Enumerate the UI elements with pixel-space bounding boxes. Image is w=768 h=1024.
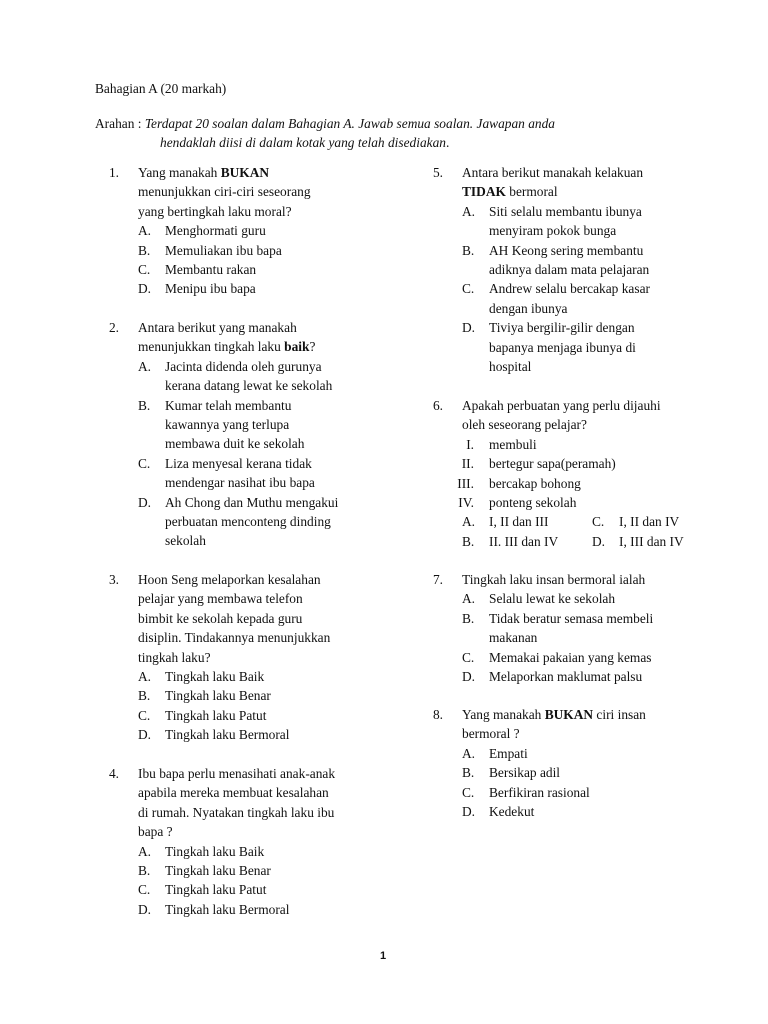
question-number: 1.: [108, 165, 119, 180]
option-text: Berfikiran rasional: [489, 784, 590, 800]
option-text: kawannya yang terlupa: [165, 417, 290, 432]
stem-text: ciri insan: [593, 707, 646, 722]
option-text: II. III dan IV: [489, 533, 559, 549]
option-text: Tingkah laku Patut: [165, 707, 267, 723]
option-letter: D.: [138, 901, 152, 917]
stem-text: tingkah laku?: [138, 649, 211, 665]
question-stem-line: [138, 182, 311, 201]
option-text: Menghormati guru: [165, 223, 266, 239]
option-text: mendengar nasihat ibu bapa: [165, 475, 315, 491]
stem-text: Hoon Seng melaporkan kesalahan: [138, 572, 321, 587]
option-text: membawa duit ke sekolah: [165, 436, 305, 452]
option-text: perbuatan menconteng dinding: [165, 514, 331, 529]
option-text: Memuliakan ibu bapa: [165, 242, 282, 258]
instructions-line-2: [160, 133, 449, 152]
stem-text: Antara berikut yang manakah: [138, 320, 297, 335]
question-number: 7.: [432, 572, 443, 587]
option-text: Memakai pakaian yang kemas: [489, 649, 652, 665]
stem-text: ?: [309, 339, 316, 355]
option-letter: C.: [138, 882, 151, 898]
emphasis-keyword: BUKAN: [544, 707, 594, 722]
option-text: Tingkah laku Benar: [165, 688, 271, 704]
option-text: Empati: [489, 745, 528, 761]
option-letter: A.: [462, 591, 476, 607]
question-stem-line: [462, 570, 645, 589]
stem-text: bermoral ?: [462, 726, 520, 742]
question-stem-line: [138, 337, 315, 356]
option-letter: C.: [462, 784, 475, 800]
question-stem-line: [462, 182, 558, 201]
instructions: [95, 114, 555, 133]
option-letter: D.: [138, 494, 152, 510]
statement-text: bercakap bohong: [489, 475, 581, 491]
question-number: 2.: [108, 320, 119, 335]
option-letter: B.: [462, 765, 475, 781]
question-number: 5.: [432, 165, 443, 180]
question-stem-line: [462, 705, 646, 724]
question-stem-line: [138, 609, 302, 628]
option-letter: C.: [462, 281, 475, 297]
instruction-text-line-1: Terdapat 20 soalan dalam Bahagian A. Jawab semua soalan. Jawapan anda: [144, 116, 555, 131]
instruction-text-line-2: hendaklah diisi di dalam kotak yang telah disediakan: [160, 135, 446, 150]
option-letter: A.: [462, 514, 476, 530]
option-text: kerana datang lewat ke sekolah: [165, 378, 333, 394]
question-number: 3.: [108, 572, 119, 587]
stem-text: Antara berikut manakah kelakuan: [462, 165, 644, 180]
section-title: Bahagian A (20 markah): [95, 81, 227, 96]
option-letter: B.: [462, 242, 475, 258]
stem-text: bimbit ke sekolah kepada guru: [138, 610, 303, 626]
stem-text: di rumah. Nyatakan tingkah laku ibu: [138, 804, 335, 820]
option-letter: D.: [138, 281, 152, 297]
option-text: Tingkah laku Bermoral: [165, 727, 290, 743]
option-letter: A.: [138, 843, 152, 859]
question-number: 4.: [108, 766, 119, 781]
question-number: 6.: [432, 398, 443, 413]
stem-text: Yang manakah: [462, 707, 545, 722]
stem-text: menunjukkan tingkah laku: [138, 339, 285, 355]
question-number: 8.: [432, 707, 443, 722]
question-stem-line: [138, 822, 173, 841]
option-text: Ah Chong dan Muthu mengakui: [165, 494, 339, 510]
stem-text: bermoral: [505, 184, 558, 200]
roman-numeral: III.: [457, 475, 474, 491]
option-letter: B.: [462, 610, 475, 626]
option-text: Tidak beratur semasa membeli: [489, 610, 654, 626]
stem-text: oleh seseorang pelajar?: [462, 417, 587, 433]
question-stem-line: [138, 803, 334, 822]
option-letter: A.: [138, 669, 152, 684]
question-stem-line: [138, 318, 297, 337]
option-text: makanan: [489, 630, 538, 646]
statement-text: ponteng sekolah: [489, 495, 577, 510]
option-text: dengan ibunya: [489, 300, 568, 316]
option-letter: B.: [138, 863, 151, 878]
option-text: Selalu lewat ke sekolah: [489, 591, 616, 607]
option-text: bapanya menjaga ibunya di: [489, 339, 636, 355]
stem-text: menunjukkan ciri-ciri seseorang: [138, 184, 311, 200]
option-text: AH Keong sering membantu: [489, 242, 644, 258]
emphasis-keyword: baik: [284, 339, 310, 355]
stem-text: Yang manakah: [138, 165, 221, 180]
question-stem-line: [462, 724, 520, 743]
emphasis-keyword: TIDAK: [462, 184, 506, 200]
option-text: Siti selalu membantu ibunya: [489, 203, 642, 219]
option-letter: D.: [462, 669, 476, 684]
option-letter: A.: [138, 358, 152, 374]
question-stem-line: [138, 202, 292, 221]
option-text: Kedekut: [489, 804, 535, 819]
option-letter: C.: [462, 649, 475, 665]
roman-numeral: II.: [461, 456, 474, 472]
statement-text: bertegur sapa(peramah): [489, 456, 616, 472]
option-text: Liza menyesal kerana tidak: [165, 455, 312, 471]
question-stem-line: [138, 570, 321, 589]
question-stem-line: [138, 589, 303, 608]
option-text: Tingkah laku Bermoral: [165, 901, 290, 917]
stem-text: pelajar yang membawa telefon: [138, 591, 303, 607]
option-letter: D.: [462, 804, 476, 819]
option-text: hospital: [489, 359, 532, 374]
option-letter: A.: [462, 203, 476, 219]
emphasis-keyword: BUKAN: [220, 165, 270, 180]
stem-text: Tingkah laku insan bermoral ialah: [462, 572, 646, 587]
option-text: I, II dan III: [489, 514, 549, 530]
stem-text: yang bertingkah laku moral?: [138, 203, 292, 219]
option-text: Membantu rakan: [165, 262, 257, 277]
option-text: Tiviya bergilir-gilir dengan: [489, 320, 635, 336]
option-text: Tingkah laku Baik: [165, 669, 265, 684]
question-stem-line: [138, 648, 211, 667]
question-stem-line: [138, 628, 330, 647]
option-letter: B.: [138, 397, 151, 413]
statement-text: membuli: [489, 436, 537, 452]
page-number: 1: [380, 950, 387, 962]
option-text: I, II dan IV: [619, 514, 680, 530]
option-text: sekolah: [165, 533, 206, 549]
option-letter: D.: [138, 727, 152, 743]
option-text: Bersikap adil: [489, 765, 561, 781]
stem-text: Apakah perbuatan yang perlu dijauhi: [462, 398, 661, 413]
instruction-end: .: [446, 135, 450, 150]
option-text: Tingkah laku Patut: [165, 882, 267, 898]
option-text: Menipu ibu bapa: [165, 281, 256, 297]
option-letter: C.: [592, 514, 605, 530]
option-text: menyiram pokok bunga: [489, 223, 617, 239]
instruction-label: Arahan :: [95, 116, 145, 131]
option-text: Kumar telah membantu: [165, 397, 292, 413]
option-letter: C.: [138, 707, 151, 723]
option-letter: B.: [462, 533, 475, 549]
option-text: adiknya dalam mata pelajaran: [489, 262, 650, 277]
option-text: Jacinta didenda oleh gurunya: [165, 358, 322, 374]
stem-text: Ibu bapa perlu menasihati anak-anak: [138, 766, 336, 781]
stem-text: bapa ?: [138, 824, 173, 840]
option-letter: D.: [462, 320, 476, 336]
option-letter: B.: [138, 242, 151, 258]
question-stem-line: [138, 783, 329, 802]
option-letter: C.: [138, 455, 151, 471]
option-letter: D.: [592, 533, 606, 549]
option-letter: A.: [138, 223, 152, 239]
option-letter: C.: [138, 262, 151, 277]
roman-numeral: I.: [466, 436, 474, 452]
question-stem-line: [462, 163, 643, 182]
stem-text: apabila mereka membuat kesalahan: [138, 785, 329, 801]
roman-numeral: IV.: [458, 495, 474, 510]
option-text: Tingkah laku Benar: [165, 863, 271, 878]
option-text: Andrew selalu bercakap kasar: [489, 281, 650, 297]
option-letter: A.: [462, 745, 476, 761]
question-stem-line: [138, 764, 335, 783]
option-text: Tingkah laku Baik: [165, 843, 265, 859]
question-stem-line: [138, 163, 269, 182]
option-text: I, III dan IV: [619, 533, 684, 549]
question-stem-line: [462, 396, 661, 415]
option-letter: B.: [138, 688, 151, 704]
option-text: Melaporkan maklumat palsu: [489, 669, 643, 684]
question-stem-line: [462, 415, 587, 434]
stem-text: disiplin. Tindakannya menunjukkan: [138, 630, 331, 646]
